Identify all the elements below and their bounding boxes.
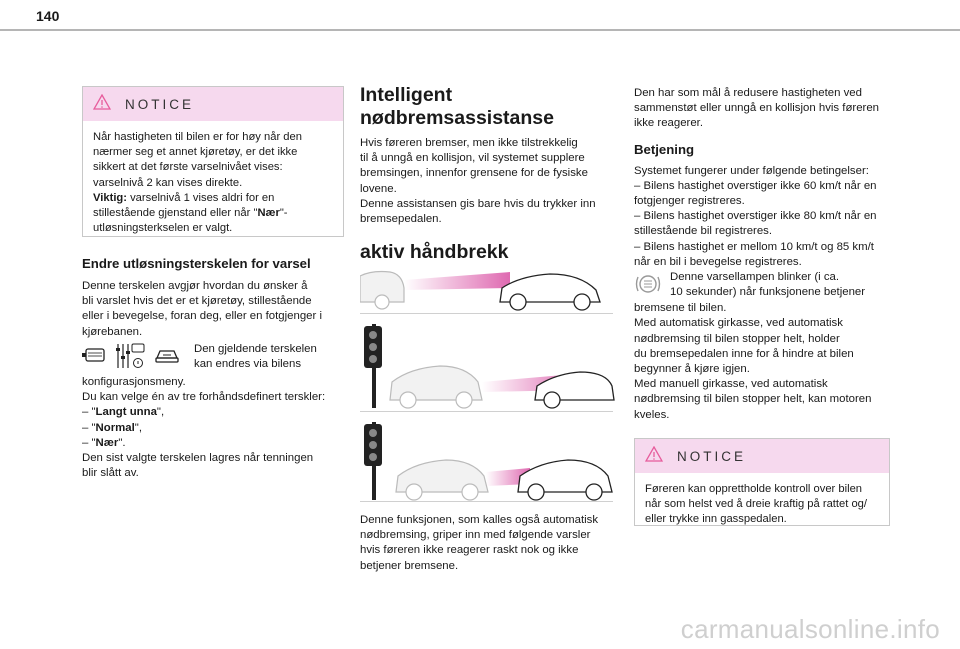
option-label: Normal bbox=[95, 421, 135, 434]
section-heading: Endre utløsningsterskelen for varsel bbox=[82, 256, 311, 271]
notice-line bbox=[93, 206, 335, 221]
notice-line: sikkert at det første varselnivået vises: bbox=[93, 161, 283, 174]
lamp-text bbox=[670, 270, 865, 300]
notice-title: NOTICE bbox=[125, 96, 195, 112]
notice-box-2 bbox=[634, 438, 890, 526]
page-number: 140 bbox=[36, 8, 60, 24]
paragraph-line: Denne funksjonen, som kalles også automatisk bbox=[360, 514, 599, 526]
settings-icon bbox=[114, 342, 146, 375]
viktig-label: Viktig: bbox=[93, 191, 127, 204]
option-item bbox=[82, 405, 344, 420]
notice-line: når som helst ved å dreie kraftig på rattet og/ bbox=[645, 498, 868, 511]
car-icon bbox=[518, 460, 612, 500]
option-suffix: ", bbox=[134, 421, 143, 434]
notice-box-1 bbox=[82, 86, 344, 237]
paragraph-line: du bremsepedalen inne for å hindre at bilen bbox=[634, 347, 854, 360]
option-label: Nær bbox=[95, 436, 119, 449]
notice-line: utløsningsterkselen er valgt. bbox=[93, 222, 233, 235]
paragraph-line: nødbremsing til bilen stopper helt, kan motoren bbox=[634, 393, 872, 406]
paragraph-line: lovene. bbox=[360, 182, 397, 195]
option-prefix: – " bbox=[82, 436, 96, 449]
paragraph-line: betjener bremsene. bbox=[360, 559, 459, 572]
illustration-1 bbox=[360, 258, 615, 318]
paragraph-line: Du kan velge én av tre forhåndsdefinert terskler: bbox=[82, 391, 326, 404]
paragraph-line: Den gjeldende terskelen bbox=[194, 342, 317, 355]
paragraph-line: når en bil i bevegelse registreres. bbox=[634, 255, 802, 268]
paragraph-line: 10 sekunder) når funksjonene betjener bbox=[670, 286, 866, 299]
header-rule bbox=[0, 29, 960, 31]
paragraph-line: kjørebanen. bbox=[82, 325, 143, 338]
car-icon bbox=[396, 460, 488, 500]
paragraph-line: – Bilens hastighet overstiger ikke 60 km/t når en bbox=[634, 179, 877, 192]
main-heading-line: Intelligent bbox=[360, 84, 453, 106]
section-heading-2: aktiv håndbrekk bbox=[360, 241, 509, 264]
option-suffix: ", bbox=[156, 406, 165, 419]
divider bbox=[360, 411, 613, 412]
option-item bbox=[82, 436, 344, 451]
lamp-row bbox=[634, 270, 896, 301]
paragraph-line: Den sist valgte terskelen lagres når tenningen bbox=[82, 452, 314, 465]
screen-icon bbox=[82, 347, 106, 370]
viktig-text: stillestående gjenstand eller når " bbox=[93, 207, 258, 220]
warning-triangle-icon bbox=[645, 446, 663, 467]
notice-title: NOTICE bbox=[677, 448, 747, 464]
option-prefix: – " bbox=[82, 421, 96, 434]
paragraph-line: Med automatisk girkasse, ved automatisk bbox=[634, 317, 843, 330]
threshold-section bbox=[82, 256, 344, 481]
option-item bbox=[82, 421, 344, 436]
paragraph-line: stillestående bil registreres. bbox=[634, 225, 773, 238]
paragraph-line: blir slått av. bbox=[82, 467, 139, 480]
car-icon bbox=[390, 366, 482, 408]
paragraph-line: bremsingen, innenfor grensene for de fysiske bbox=[360, 167, 588, 180]
notice-body bbox=[635, 473, 889, 536]
viktig-text: varselnivå 1 vises aldri for en bbox=[126, 191, 275, 204]
paragraph-line: til å unngå en kollisjon, vil systemet supplere bbox=[360, 152, 585, 165]
traffic-light-icon bbox=[364, 324, 382, 408]
car-icon bbox=[360, 272, 404, 310]
car-icon bbox=[500, 274, 600, 310]
notice-line: Føreren kan opprettholde kontroll over bilen bbox=[645, 483, 863, 495]
paragraph-line: – Bilens hastighet overstiger ikke 80 km/t når en bbox=[634, 210, 877, 223]
notice-header bbox=[635, 439, 889, 473]
paragraph-line: fotgjenger registreres. bbox=[634, 195, 745, 208]
paragraph-line: bremsepedalen. bbox=[360, 213, 442, 226]
paragraph-line: nødbremsing til bilen stopper helt, holder bbox=[634, 332, 840, 345]
notice-line bbox=[93, 191, 335, 206]
illustration-3 bbox=[360, 420, 615, 502]
paragraph-line: bli varslet hvis det er et kjøretøy, stillestående bbox=[82, 295, 312, 308]
illustration-caption bbox=[360, 513, 615, 574]
viktig-text: "- bbox=[279, 207, 288, 220]
divider bbox=[360, 313, 613, 314]
icon-row bbox=[82, 342, 344, 375]
paragraph-line: Denne varsellampen blinker (i ca. bbox=[670, 271, 840, 284]
paragraph-line: Denne assistansen gis bare hvis du trykker inn bbox=[360, 197, 596, 210]
notice-header bbox=[83, 87, 343, 121]
paragraph-line: Systemet fungerer under følgende betingelser: bbox=[634, 164, 869, 177]
icon-text bbox=[194, 342, 317, 372]
warning-triangle-icon bbox=[93, 94, 111, 115]
option-label: Langt unna bbox=[95, 406, 157, 419]
option-prefix: – " bbox=[82, 406, 96, 419]
main-heading bbox=[360, 84, 615, 130]
paragraph-line: – Bilens hastighet er mellom 10 km/t og 85 km/t bbox=[634, 240, 874, 253]
brake-warning-icon bbox=[634, 270, 668, 301]
notice-body bbox=[83, 121, 343, 244]
notice-line: varselnivå 2 kan vises direkte. bbox=[93, 176, 243, 189]
paragraph-line: Denne terskelen avgjør hvordan du ønsker å bbox=[82, 280, 308, 292]
car-icon bbox=[154, 346, 180, 371]
section-heading: Betjening bbox=[634, 141, 695, 157]
paragraph-line: konfigurasjonsmeny. bbox=[82, 376, 186, 389]
paragraph-line: bremsene til bilen. bbox=[634, 302, 727, 315]
paragraph-line: nødbremsing, griper inn med følgende varsler bbox=[360, 529, 591, 542]
divider bbox=[360, 501, 613, 502]
paragraph-line: ikke reagerer. bbox=[634, 117, 704, 130]
main-heading-line: nødbremsassistanse bbox=[360, 107, 555, 129]
paragraph-line: sammenstøt eller unngå en kollisjon hvis føreren bbox=[634, 102, 880, 115]
paragraph-line: eller i bevegelse, foran deg, eller en fotgjenger i bbox=[82, 310, 322, 323]
paragraph-line: begynner å kjøre igjen. bbox=[634, 363, 750, 376]
notice-line: Når hastigheten til bilen er for høy når den bbox=[93, 131, 302, 143]
paragraph-line: Med manuell girkasse, ved automatisk bbox=[634, 378, 828, 391]
paragraph-line: kan endres via bilens bbox=[194, 358, 302, 371]
traffic-light-icon bbox=[364, 422, 382, 500]
paragraph-line: Hvis føreren bremser, men ikke tilstrekkelig bbox=[360, 137, 578, 149]
emergency-brake-section bbox=[360, 84, 615, 264]
notice-line: eller trykke inn gasspedalen. bbox=[645, 513, 787, 526]
paragraph-line: kveles. bbox=[634, 408, 670, 421]
option-suffix: ". bbox=[118, 436, 126, 449]
operation-section bbox=[634, 86, 896, 423]
icon-group bbox=[82, 342, 192, 375]
paragraph-line: Den har som mål å redusere hastigheten ved bbox=[634, 87, 862, 99]
notice-line: nærmer seg et annet kjøretøy, er det ikke bbox=[93, 146, 298, 159]
watermark: carmanualsonline.info bbox=[680, 614, 940, 644]
illustration-2 bbox=[360, 322, 615, 412]
naer-label: Nær bbox=[257, 207, 280, 220]
paragraph-line: hvis føreren ikke reagerer raskt nok og ikke bbox=[360, 544, 579, 557]
